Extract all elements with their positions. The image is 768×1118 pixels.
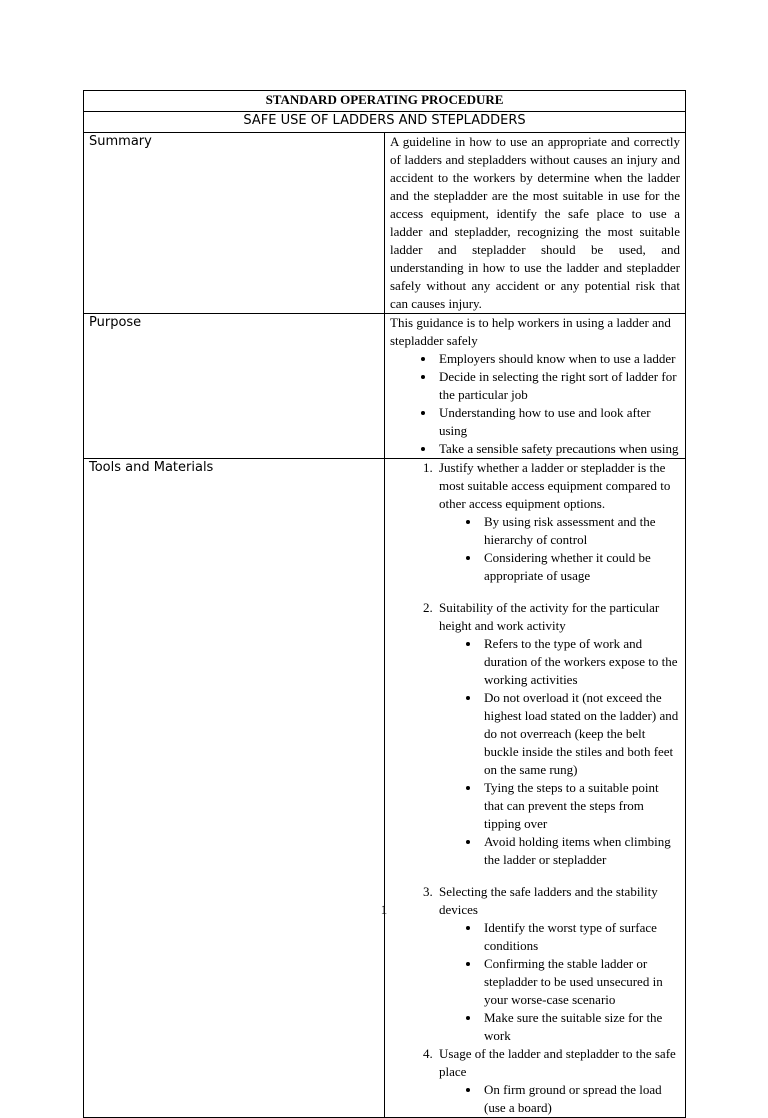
list-item: • Decide in selecting the right sort of ladder for the particular job bbox=[436, 368, 680, 404]
purpose-label: Purpose bbox=[84, 314, 385, 459]
list-item: • Employers should know when to use a ladder bbox=[436, 350, 680, 368]
title-row bbox=[84, 91, 686, 112]
list-item: • Tying the steps to a suitable point that can prevent the steps from tipping over bbox=[481, 779, 680, 833]
sop-table bbox=[83, 90, 686, 1118]
list-item: • Take a sensible safety precautions when using bbox=[436, 440, 680, 458]
list-item: • Refers to the type of work and duration of the workers expose to the working activities bbox=[481, 635, 680, 689]
document-title: STANDARD OPERATING PROCEDURE bbox=[84, 91, 686, 112]
list-item: • Avoid holding items when climbing the ladder or stepladder bbox=[481, 833, 680, 869]
page-number: 1 bbox=[380, 902, 388, 917]
step-text: Usage of the ladder and stepladder to the safe place bbox=[439, 1046, 676, 1079]
subtitle-row bbox=[84, 112, 686, 133]
step-bullet-list bbox=[439, 1081, 680, 1117]
list-item: • Make sure the suitable size for the work bbox=[481, 1009, 680, 1045]
tools-row bbox=[84, 459, 686, 1118]
purpose-bullet-list bbox=[390, 350, 680, 458]
list-item: • Identify the worst type of surface conditions bbox=[481, 919, 680, 955]
purpose-content bbox=[385, 314, 686, 459]
step-item bbox=[436, 459, 680, 585]
step-text: Selecting the safe ladders and the stability devices bbox=[439, 884, 658, 917]
list-item: • Considering whether it could be appropriate of usage bbox=[481, 549, 680, 585]
tools-step-list bbox=[390, 459, 680, 1117]
step-text: Suitability of the activity for the particular height and work activity bbox=[439, 600, 660, 633]
purpose-row bbox=[84, 314, 686, 459]
step-item bbox=[436, 1045, 680, 1117]
list-item: • Understanding how to use and look after using bbox=[436, 404, 680, 440]
summary-label: Summary bbox=[84, 133, 385, 314]
step-bullet-list bbox=[439, 919, 680, 1045]
list-item: • Confirming the stable ladder or stepladder to be used unsecured in your worse-case scenario bbox=[481, 955, 680, 1009]
summary-row bbox=[84, 133, 686, 314]
list-item: • By using risk assessment and the hierarchy of control bbox=[481, 513, 680, 549]
tools-content bbox=[385, 459, 686, 1118]
summary-text: A guideline in how to use an appropriate and correctly of ladders and stepladders without causes an injury and accident to the workers by determine when the ladder and the stepladder are the most suitable in use for the access equipment, identify the safe place to use a ladder and stepladder, recognizing the most suitable ladder and stepladder should be used, and understanding in how to use the ladder and stepladder safely without any accident or any potential risk that can causes injury. bbox=[385, 133, 686, 314]
step-item bbox=[436, 599, 680, 869]
list-item: • Do not overload it (not exceed the highest load stated on the ladder) and do not overreach (keep the belt buckle inside the stiles and both feet on the same rung) bbox=[481, 689, 680, 779]
document-subtitle: SAFE USE OF LADDERS AND STEPLADDERS bbox=[84, 112, 686, 133]
step-bullet-list bbox=[439, 513, 680, 585]
step-bullet-list bbox=[439, 635, 680, 869]
tools-label: Tools and Materials bbox=[84, 459, 385, 1118]
list-item: • On firm ground or spread the load (use a board) bbox=[481, 1081, 680, 1117]
purpose-intro: This guidance is to help workers in using a ladder and stepladder safely bbox=[390, 315, 671, 348]
step-text: Justify whether a ladder or stepladder is the most suitable access equipment compared to other access equipment options. bbox=[439, 460, 671, 511]
